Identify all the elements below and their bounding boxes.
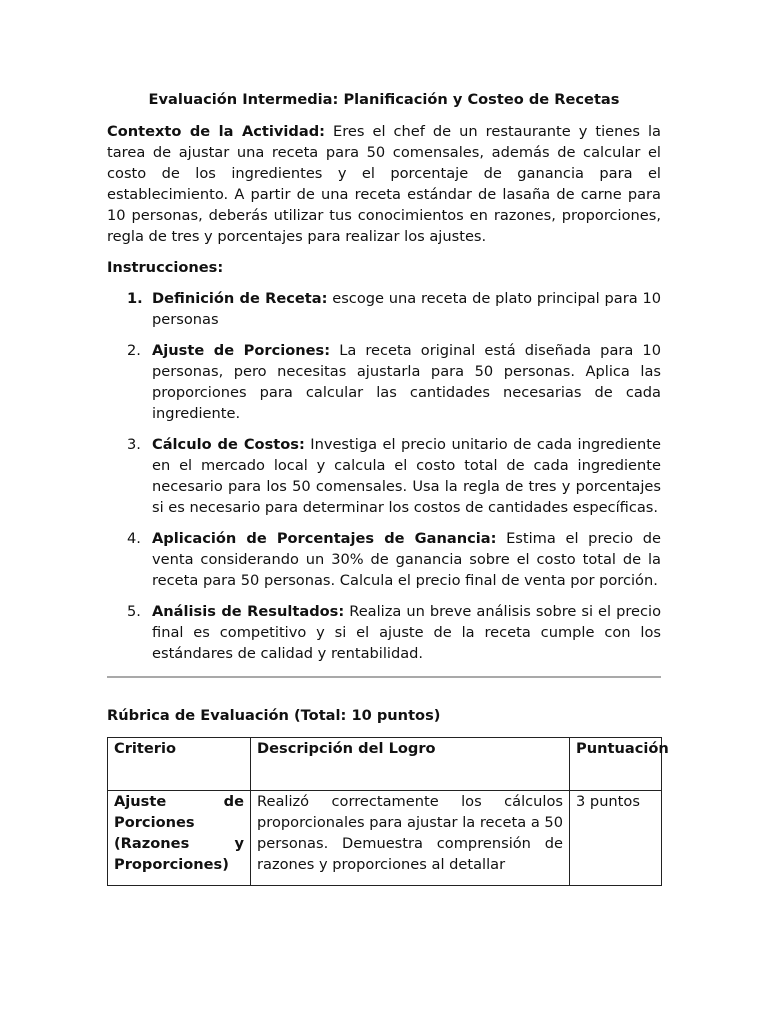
instruction-step <box>107 601 661 664</box>
step-label: Aplicación de Porcentajes de Ganancia: <box>152 530 497 547</box>
document-page <box>107 89 669 886</box>
rubric-header-row <box>108 738 662 791</box>
step-number: 3. <box>127 436 141 453</box>
step-number: 1. <box>127 290 143 307</box>
step-text: escoge una receta de plato principal para 10 personas <box>152 290 662 328</box>
step-label: Definición de Receta: <box>152 290 328 307</box>
step-label: Cálculo de Costos: <box>152 436 305 453</box>
section-divider <box>107 676 661 678</box>
instruction-step <box>107 288 661 330</box>
step-number: 4. <box>127 530 141 547</box>
step-label: Ajuste de Porciones: <box>152 342 331 359</box>
criterion-cell: Ajuste de Porciones (Razones y Proporciones) <box>108 791 251 886</box>
step-number: 2. <box>127 342 141 359</box>
instructions-heading: Instrucciones: <box>107 259 224 276</box>
context-label: Contexto de la Actividad: <box>107 123 325 140</box>
instruction-step <box>107 434 661 518</box>
description-cell: Realizó correctamente los cálculos proporcionales para ajustar la receta a 50 personas. Demuestra comprensión de razones y proporciones al detallar <box>251 791 570 886</box>
header-description: Descripción del Logro <box>251 738 570 791</box>
context-text: Eres el chef de un restaurante y tienes la tarea de ajustar una receta para 50 comensales, además de calcular el costo de los ingredientes y el porcentaje de ganancia para el establecimiento. A partir de una receta estándar de lasaña de carne para 10 personas, deberás utilizar tus conocimientos en razones, proporciones, regla de tres y porcentajes para realizar los ajustes. <box>107 123 661 245</box>
step-label: Análisis de Resultados: <box>152 603 345 620</box>
document-title: Evaluación Intermedia: Planificación y Costeo de Recetas <box>148 91 620 108</box>
step-text: La receta original está diseñada para 10 personas, pero necesitas ajustarla para 50 personas. Aplica las proporciones para calcular las cantidades necesarias de cada ingrediente. <box>152 342 661 422</box>
step-text: Estima el precio de venta considerando un 30% de ganancia sobre el costo total de la receta para 50 personas. Calcula el precio final de venta por porción. <box>152 530 661 589</box>
step-text: Investiga el precio unitario de cada ingrediente en el mercado local y calcula el costo total de cada ingrediente necesario para los 50 comensales. Usa la regla de tres y porcentajes si es necesario para determinar los costos de cantidades específicas. <box>152 436 661 516</box>
step-number: 5. <box>127 603 141 620</box>
score-cell: 3 puntos <box>570 791 662 886</box>
header-criterion: Criterio <box>108 738 251 791</box>
rubric-title: Rúbrica de Evaluación (Total: 10 puntos) <box>107 707 441 724</box>
header-score: Puntuación <box>570 738 662 791</box>
rubric-table <box>107 737 669 886</box>
instruction-step <box>107 340 661 424</box>
table-row <box>108 791 662 886</box>
instructions-list <box>107 288 661 664</box>
instruction-step <box>107 528 661 591</box>
context-paragraph <box>107 121 661 247</box>
step-text: Realiza un breve análisis sobre si el precio final es competitivo y si el ajuste de la receta cumple con los estándares de calidad y rentabilidad. <box>152 603 662 662</box>
